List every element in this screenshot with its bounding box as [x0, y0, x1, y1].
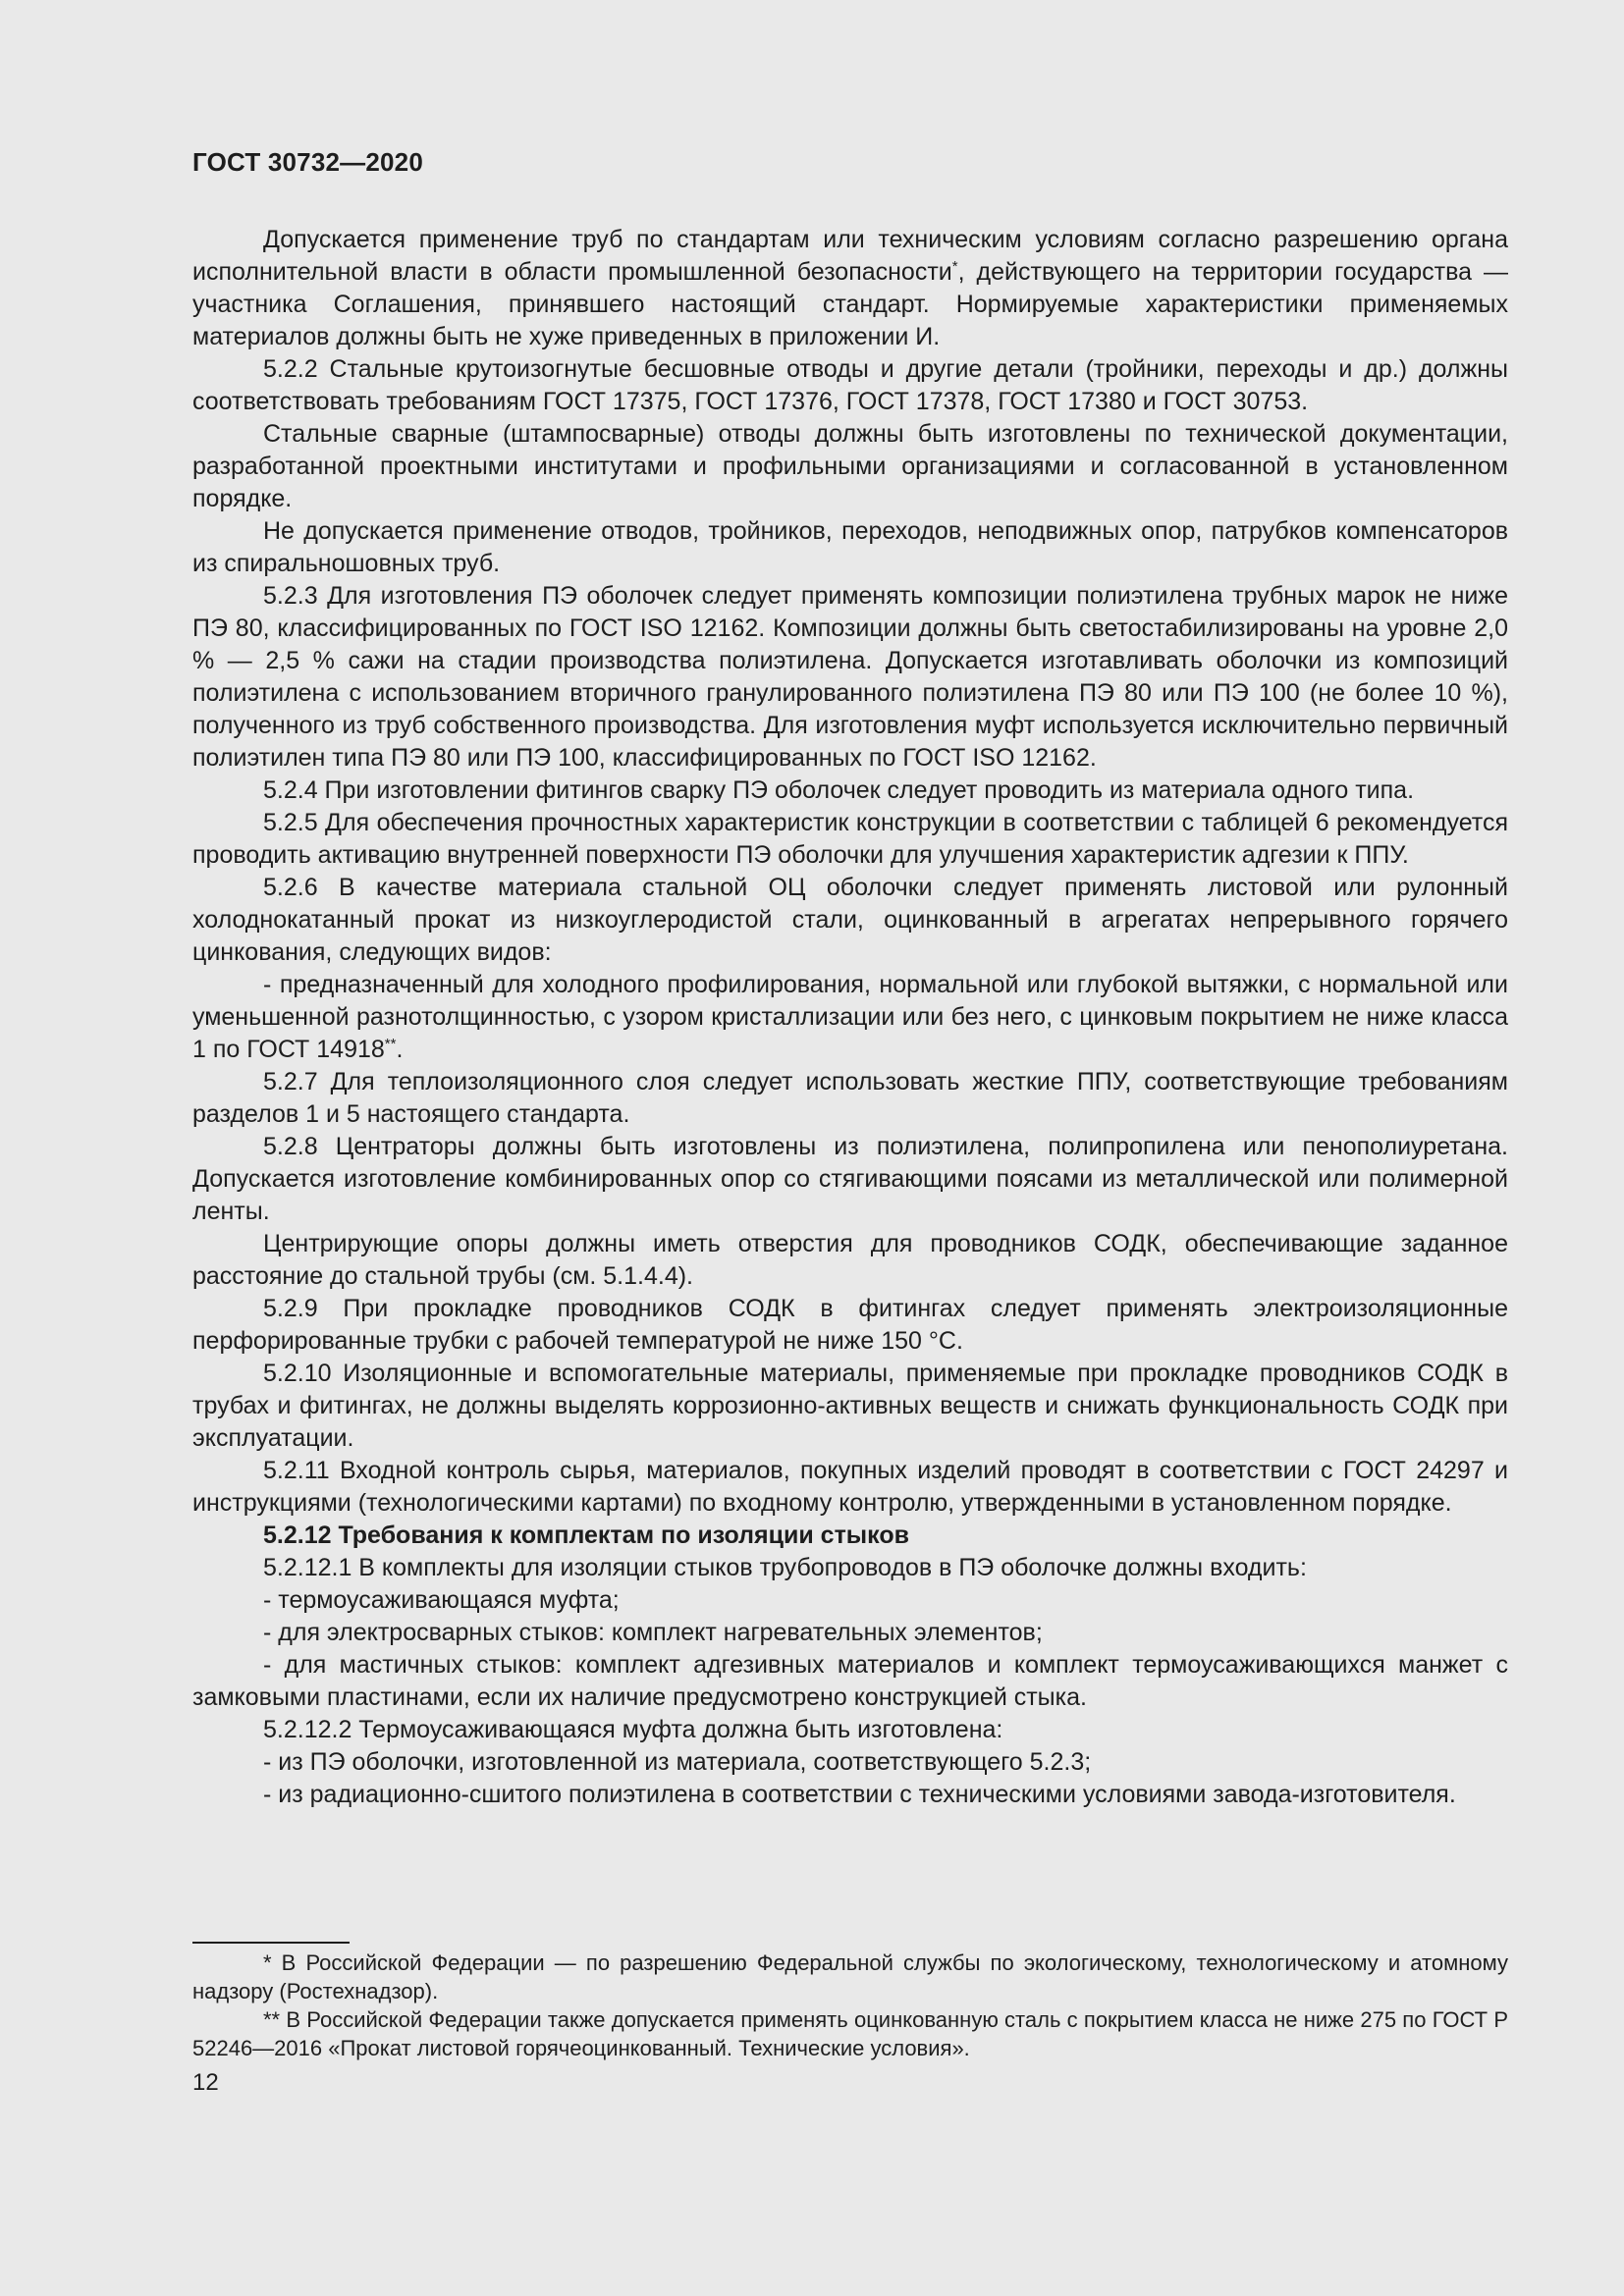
paragraph: 5.2.9 При прокладке проводников СОДК в фитингах следует применять электроизоляционные перфорированные трубки с рабочей температурой не ниже 150 °С.: [192, 1295, 1508, 1355]
paragraph: 5.2.12.1 В комплекты для изоляции стыков трубопроводов в ПЭ оболочке должны входить:: [263, 1554, 1307, 1581]
paragraph: 5.2.3 Для изготовления ПЭ оболочек следует применять композиции полиэтилена трубных марок не ниже ПЭ 80, классифицированных по ГОСТ ISO 12162. Композиции должны быть светостабилизированы на уровне 2,0 % — 2,5 % сажи на стадии производства полиэтилена. Допускается изготавливать оболочки из композиций полиэтилена с использованием вторичного гранулированного полиэтилена ПЭ 80 или ПЭ 100 (не более 10 %), полученного из труб собственного производства. Для изготовления муфт используется исключительно первичный полиэтилен типа ПЭ 80 или ПЭ 100, классифицированных по ГОСТ ISO 12162.: [192, 582, 1508, 772]
list-item: - для электросварных стыков: комплект нагревательных элементов;: [263, 1619, 1043, 1646]
paragraph: [192, 224, 1508, 353]
paragraph: 5.2.8 Центраторы должны быть изготовлены из полиэтилена, полипропилена или пенополиуретана. Допускается изготовление комбинированных опор со стягивающими поясами из металлической или полимерной ленты.: [192, 1133, 1508, 1225]
paragraph: 5.2.12.2 Термоусаживающаяся муфта должна быть изготовлена:: [263, 1716, 1003, 1743]
section-heading: 5.2.12 Требования к комплектам по изоляции стыков: [263, 1522, 909, 1549]
paragraph: 5.2.7 Для теплоизоляционного слоя следует использовать жесткие ППУ, соответствующие требованиям разделов 1 и 5 настоящего стандарта.: [192, 1068, 1508, 1128]
document-header: ГОСТ 30732—2020: [192, 147, 423, 177]
footnote-marker[interactable]: **: [384, 1036, 397, 1052]
paragraph-text: - предназначенный для холодного профилирования, нормальной или глубокой вытяжки, с нормальной или уменьшенной разнотолщинностью, с узором кристаллизации или без него, с цинковым покрытием не ниже класса 1 по ГОСТ 14918: [192, 971, 1508, 1063]
paragraph: Не допускается применение отводов, тройников, переходов, неподвижных опор, патрубков компенсаторов из спиральношовных труб.: [192, 517, 1508, 577]
footnote: ** В Российской Федерации также допускается применять оцинкованную сталь с покрытием класса не ниже 275 по ГОСТ Р 52246—2016 «Прокат листовой горячеоцинкованный. Технические условия».: [192, 2007, 1508, 2060]
paragraph: 5.2.6 В качестве материала стальной ОЦ оболочки следует применять листовой или рулонный холоднокатанный прокат из низкоуглеродистой стали, оцинкованный в агрегатах непрерывного горячего цинкования, следующих видов:: [192, 874, 1508, 966]
paragraph: Стальные сварные (штампосварные) отводы должны быть изготовлены по технической документации, разработанной проектными институтами и профильными организациями и согласованной в установленном порядке.: [192, 420, 1508, 512]
paragraph-text: .: [396, 1036, 404, 1063]
footnotes: [192, 1949, 1508, 2062]
paragraph-text: , действующего на территории государства — участника Соглашения, принявшего настоящий стандарт. Нормируемые характеристики применяемых материалов должны быть не хуже приведенных в приложении И.: [192, 258, 1508, 350]
paragraph: 5.2.11 Входной контроль сырья, материалов, покупных изделий проводят в соответствии с ГОСТ 24297 и инструкциями (технологическими картами) по входному контролю, утвержденными в установленном порядке.: [192, 1457, 1508, 1517]
paragraph: 5.2.4 При изготовлении фитингов сварку ПЭ оболочек следует проводить из материала одного типа.: [263, 776, 1415, 804]
list-item: - из радиационно-сшитого полиэтилена в соответствии с техническими условиями завода-изготовителя.: [263, 1781, 1456, 1808]
footnote-divider: [192, 1942, 350, 1944]
list-item: - из ПЭ оболочки, изготовленной из материала, соответствующего 5.2.3;: [263, 1748, 1092, 1776]
footnote: * В Российской Федерации — по разрешению Федеральной службы по экологическому, технологическому и атомному надзору (Ростехнадзор).: [192, 1950, 1508, 2003]
footnote-marker[interactable]: *: [951, 258, 958, 275]
paragraph: [192, 969, 1508, 1066]
paragraph: Центрирующие опоры должны иметь отверстия для проводников СОДК, обеспечивающие заданное расстояние до стальной трубы (см. 5.1.4.4).: [192, 1230, 1508, 1290]
paragraph: 5.2.5 Для обеспечения прочностных характеристик конструкции в соответствии с таблицей 6 рекомендуется проводить активацию внутренней поверхности ПЭ оболочки для улучшения характеристик адгезии к ППУ.: [192, 809, 1508, 869]
paragraph: 5.2.10 Изоляционные и вспомогательные материалы, применяемые при прокладке проводников СОДК в трубах и фитингах, не должны выделять коррозионно-активных веществ и снижать функциональность СОДК при эксплуатации.: [192, 1360, 1508, 1452]
list-item: - термоусаживающаяся муфта;: [263, 1586, 620, 1614]
page-number: 12: [192, 2069, 219, 2096]
document-body: [192, 224, 1508, 1811]
paragraph: 5.2.2 Стальные крутоизогнутые бесшовные отводы и другие детали (тройники, переходы и др.) должны соответствовать требованиям ГОСТ 17375, ГОСТ 17376, ГОСТ 17378, ГОСТ 17380 и ГОСТ 30753.: [192, 355, 1508, 415]
paragraph-text: Допускается применение труб по стандартам или техническим условиям согласно разрешению органа исполнительной власти в области промышленной безопасности: [192, 226, 1508, 286]
list-item: - для мастичных стыков: комплект адгезивных материалов и комплект термоусаживающихся манжет с замковыми пластинами, если их наличие предусмотрено конструкцией стыка.: [192, 1651, 1508, 1711]
